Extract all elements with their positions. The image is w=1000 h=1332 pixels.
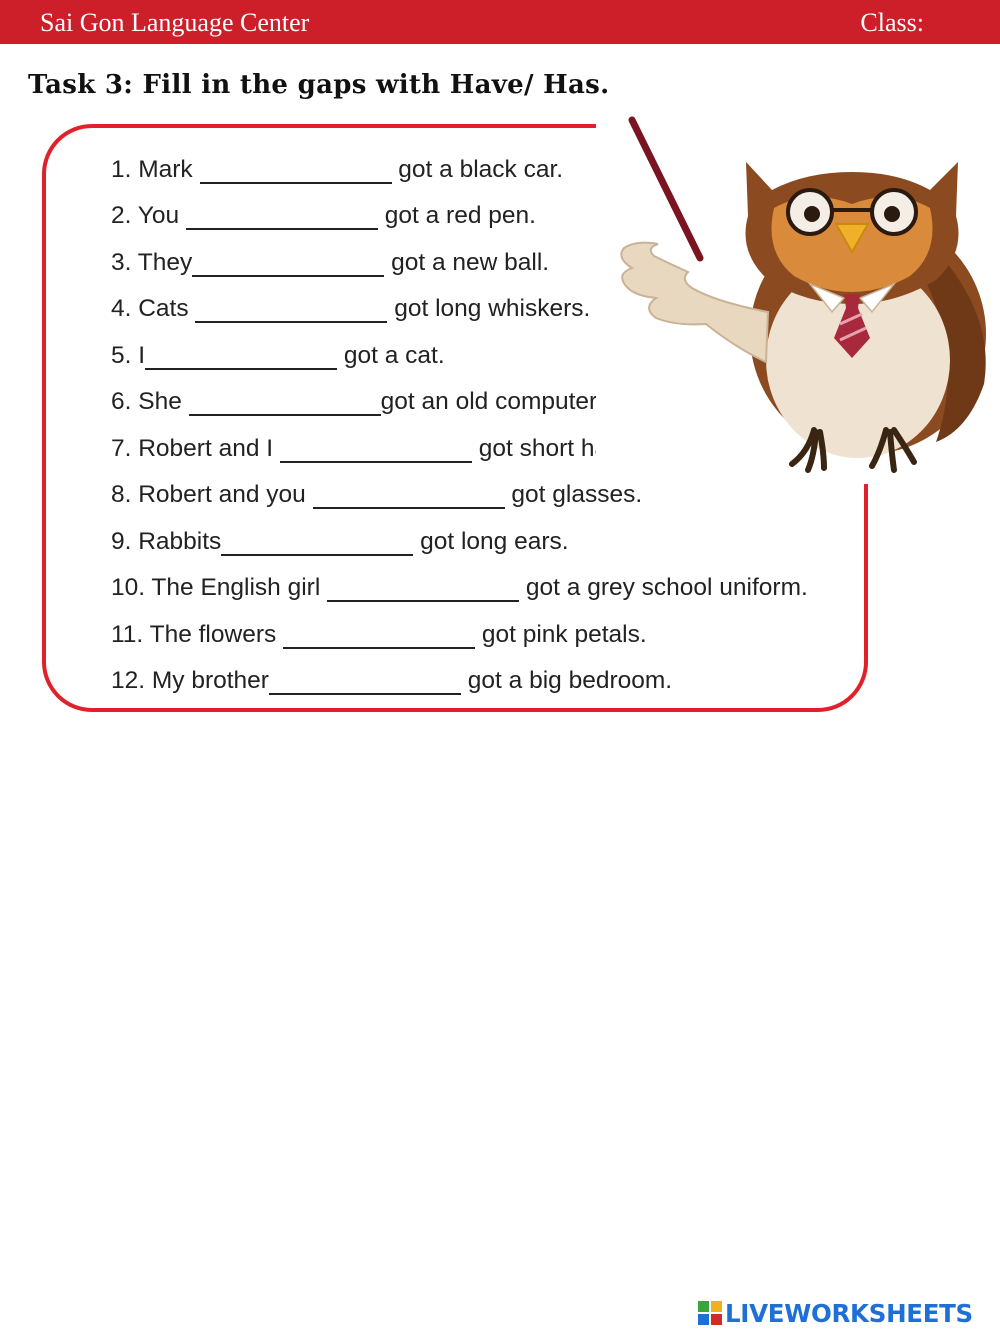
exercise-prompt: 8. Robert and you xyxy=(111,481,313,508)
exercise-line-4 xyxy=(111,295,590,323)
exercise-ending: got a red pen. xyxy=(377,202,536,229)
class-label: Class: xyxy=(860,8,924,37)
exercise-prompt: 3. They xyxy=(111,249,193,276)
exercise-prompt: 7. Robert and I xyxy=(111,435,280,462)
header-bar xyxy=(0,0,1000,44)
exercise-ending: got short hair. xyxy=(471,435,628,462)
exercise-line-12 xyxy=(111,667,672,695)
exercise-prompt: 10. The English girl xyxy=(111,574,328,601)
answer-gap-input-5[interactable] xyxy=(145,344,337,370)
exercise-line-7 xyxy=(111,435,627,463)
task-title: Task 3: Fill in the gaps with Have/ Has. xyxy=(28,70,610,100)
watermark-text: LIVEWORKSHEETS xyxy=(725,1298,973,1328)
exercise-line-5 xyxy=(111,342,445,370)
answer-gap-input-1[interactable] xyxy=(200,158,392,184)
answer-gap-input-6[interactable] xyxy=(189,390,381,416)
exercise-ending: got a new ball. xyxy=(384,249,550,276)
exercise-ending: got a grey school uniform. xyxy=(519,574,808,601)
exercise-line-2 xyxy=(111,202,536,230)
exercise-prompt: 9. Rabbits xyxy=(111,528,222,555)
exercise-line-11 xyxy=(111,621,647,649)
exercise-ending: got a big bedroom. xyxy=(460,667,673,694)
answer-gap-input-7[interactable] xyxy=(280,437,472,463)
exercise-ending: got an old computer. xyxy=(380,388,603,415)
exercise-line-8 xyxy=(111,481,642,509)
answer-gap-input-9[interactable] xyxy=(221,530,413,556)
exercise-ending: got glasses. xyxy=(504,481,643,508)
exercise-line-6 xyxy=(111,388,603,416)
answer-gap-input-12[interactable] xyxy=(269,669,461,695)
exercise-ending: got long ears. xyxy=(413,528,569,555)
exercise-prompt: 11. The flowers xyxy=(111,621,284,648)
exercise-ending: got a cat. xyxy=(337,342,445,369)
liveworksheets-watermark xyxy=(698,1298,973,1328)
exercise-ending: got pink petals. xyxy=(475,621,647,648)
answer-gap-input-11[interactable] xyxy=(283,623,475,649)
answer-gap-input-2[interactable] xyxy=(186,204,378,230)
exercise-line-3 xyxy=(111,249,549,277)
exercise-line-9 xyxy=(111,528,569,556)
answer-gap-input-4[interactable] xyxy=(195,297,387,323)
exercise-prompt: 4. Cats xyxy=(111,295,196,322)
exercise-prompt: 5. I xyxy=(111,342,146,369)
owl-left-wing-icon xyxy=(621,243,768,362)
owl-right-eye-icon xyxy=(884,206,900,222)
liveworksheets-logo-icon xyxy=(698,1301,722,1325)
owl-left-eye-icon xyxy=(804,206,820,222)
center-name: Sai Gon Language Center xyxy=(40,8,310,37)
exercise-prompt: 6. She xyxy=(111,388,189,415)
answer-gap-input-8[interactable] xyxy=(313,483,505,509)
exercise-ending: got long whiskers. xyxy=(387,295,591,322)
answer-gap-input-3[interactable] xyxy=(192,251,384,277)
exercise-prompt: 1. Mark xyxy=(111,156,200,183)
answer-gap-input-10[interactable] xyxy=(327,576,519,602)
tie-knot-icon xyxy=(844,294,860,308)
exercise-line-10 xyxy=(111,574,808,602)
exercise-prompt: 12. My brother xyxy=(111,667,269,694)
owl-teacher-icon xyxy=(596,112,996,484)
pointer-stick-icon xyxy=(632,120,700,258)
exercise-ending: got a black car. xyxy=(391,156,564,183)
exercise-prompt: 2. You xyxy=(111,202,186,229)
exercise-line-1 xyxy=(111,156,563,184)
